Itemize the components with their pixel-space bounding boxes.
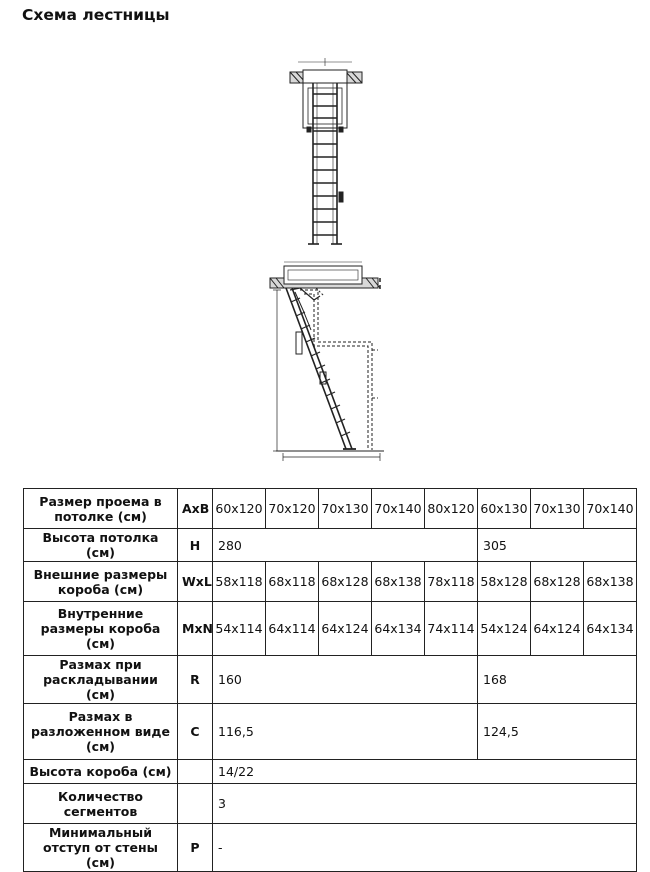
table-cell: - [213, 824, 637, 872]
table-cell: 64x114 [266, 602, 319, 656]
table-row [24, 562, 637, 602]
table-row [24, 760, 637, 784]
table-cell: 70x130 [319, 489, 372, 529]
table-cell: 58x128 [478, 562, 531, 602]
table-cell: 74x114 [425, 602, 478, 656]
table-cell: 280 [213, 529, 478, 562]
row-code: P [178, 824, 213, 872]
table-row [24, 656, 637, 704]
row-code: MxN [178, 602, 213, 656]
row-label: Высота потолка (см) [24, 529, 178, 562]
table-cell: 70x120 [266, 489, 319, 529]
table-row [24, 824, 637, 872]
row-code: WxL [178, 562, 213, 602]
row-label: Количество сегментов [24, 784, 178, 824]
table-cell: 70x140 [584, 489, 637, 529]
table-cell: 64x134 [372, 602, 425, 656]
table-cell: 54x124 [478, 602, 531, 656]
row-code: R [178, 656, 213, 704]
row-label: Размер проема в потолке (см) [24, 489, 178, 529]
table-row [24, 602, 637, 656]
row-code [178, 760, 213, 784]
table-cell: 305 [478, 529, 637, 562]
table-cell: 64x124 [319, 602, 372, 656]
table-cell: 60x130 [478, 489, 531, 529]
table-cell: 60x120 [213, 489, 266, 529]
table-cell: 124,5 [478, 704, 637, 760]
table-cell: 116,5 [213, 704, 478, 760]
table-cell: 14/22 [213, 760, 637, 784]
row-label: Размах в разложенном виде (см) [24, 704, 178, 760]
table-cell: 58x118 [213, 562, 266, 602]
table-row [24, 529, 637, 562]
row-label: Внешние размеры короба (см) [24, 562, 178, 602]
table-row [24, 784, 637, 824]
ladder-side-view [270, 262, 384, 461]
row-label: Внутренние размеры короба (см) [24, 602, 178, 656]
ladder-front-view [290, 58, 362, 244]
table-cell: 70x130 [531, 489, 584, 529]
table-cell: 54x114 [213, 602, 266, 656]
table-cell: 64x134 [584, 602, 637, 656]
table-cell: 68x128 [319, 562, 372, 602]
table-cell: 3 [213, 784, 637, 824]
table-cell: 68x138 [372, 562, 425, 602]
page-title: Схема лестницы [22, 6, 170, 24]
row-code: H [178, 529, 213, 562]
table-cell: 64x124 [531, 602, 584, 656]
table-cell: 160 [213, 656, 478, 704]
row-code: C [178, 704, 213, 760]
table-cell: 68x138 [584, 562, 637, 602]
table-row [24, 704, 637, 760]
row-code [178, 784, 213, 824]
table-cell: 168 [478, 656, 637, 704]
table-row [24, 489, 637, 529]
specifications-table [23, 488, 637, 872]
table-cell: 80x120 [425, 489, 478, 529]
table-cell: 68x118 [266, 562, 319, 602]
row-label: Минимальный отступ от стены (см) [24, 824, 178, 872]
table-cell: 70x140 [372, 489, 425, 529]
row-code: AxB [178, 489, 213, 529]
row-label: Размах при раскладывании (см) [24, 656, 178, 704]
row-label: Высота короба (см) [24, 760, 178, 784]
table-cell: 68x128 [531, 562, 584, 602]
table-cell: 78x118 [425, 562, 478, 602]
